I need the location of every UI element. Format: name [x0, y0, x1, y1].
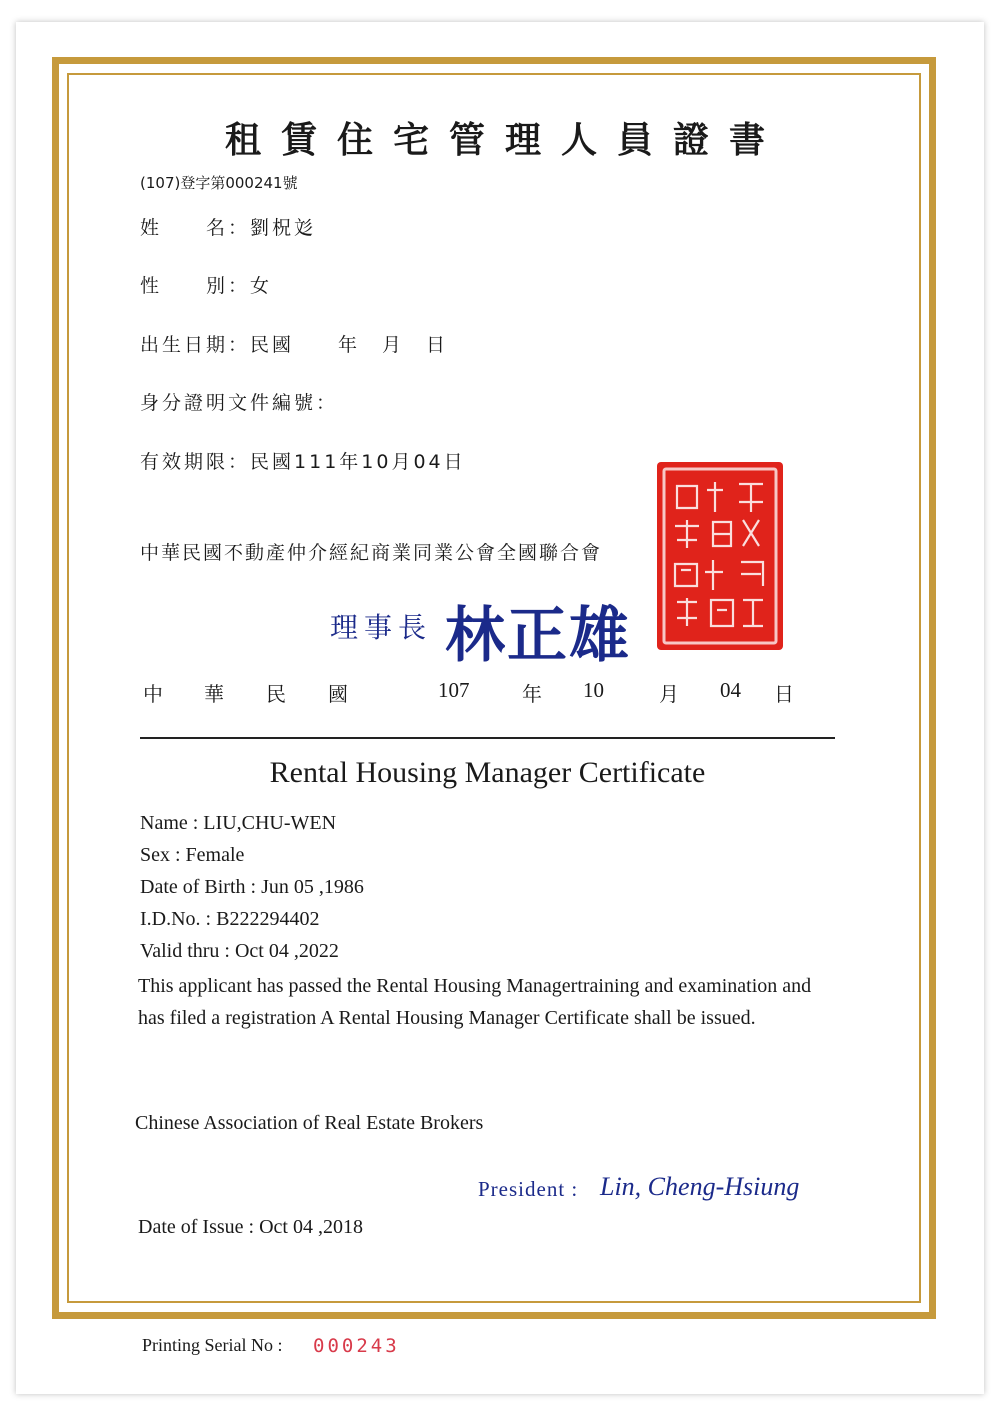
issue-date-char: 國	[328, 682, 348, 706]
field-value: 女	[250, 275, 273, 297]
printing-serial-label: Printing Serial No :	[142, 1335, 283, 1355]
field-birth-date-en: Date of Birth : Jun 05 ,1986	[140, 876, 364, 898]
president-signature-zh: 林正雄	[445, 601, 631, 671]
field-id-number-zh	[140, 388, 338, 415]
issue-date-char: 民	[266, 682, 286, 706]
field-name-zh	[140, 213, 316, 240]
field-label: 有效期限：	[140, 451, 251, 473]
field-name-en: Name : LIU,CHU-WEN	[140, 812, 337, 834]
field-id-number-en: I.D.No. : B222294402	[140, 908, 320, 930]
issuing-organization-zh: 中華民國不動產仲介經紀商業同業公會全國聯合會	[140, 542, 603, 564]
registration-number: (107)登字第000241號	[140, 174, 298, 192]
field-sex-zh	[140, 271, 272, 298]
official-red-seal	[655, 460, 785, 652]
issue-day-zh: 04	[720, 678, 741, 702]
issue-month-zh: 10	[583, 678, 604, 702]
issue-date-char: 中	[143, 682, 163, 706]
field-value: 劉柷彣	[250, 217, 317, 239]
printing-serial-number: 000243	[313, 1335, 400, 1357]
certificate-title-zh: 租賃住宅管理人員證書	[224, 120, 785, 161]
field-value: 民國 年 月 日	[250, 334, 449, 356]
field-label: 性 別：	[140, 275, 251, 297]
field-birth-date-zh	[140, 330, 448, 357]
field-label: 身分證明文件編號：	[140, 392, 339, 414]
field-label: 姓 名：	[140, 217, 251, 239]
issue-date-char: 華	[204, 682, 224, 706]
section-divider	[140, 737, 835, 739]
issue-month-unit: 月	[659, 682, 679, 706]
certificate-statement: This applicant has passed the Rental Housing Managertraining and examination and has filed a registration A Rental Housing Manager Certificate shall be issued.	[138, 975, 812, 1029]
issue-year-unit: 年	[522, 682, 542, 706]
issuing-organization-en: Chinese Association of Real Estate Brokers	[135, 1112, 484, 1134]
issue-day-unit: 日	[774, 682, 794, 706]
president-title-zh: 理事長	[330, 611, 433, 644]
field-valid-thru-en: Valid thru : Oct 04 ,2022	[140, 940, 339, 962]
president-title-en: President :	[478, 1177, 579, 1201]
president-signature-en: Lin, Cheng-Hsiung	[600, 1172, 800, 1201]
field-sex-en: Sex : Female	[140, 844, 245, 866]
field-valid-until-zh	[140, 447, 466, 474]
field-value: 民國111年10月04日	[250, 451, 466, 473]
field-label: 出生日期：	[140, 334, 251, 356]
date-of-issue: Date of Issue : Oct 04 ,2018	[138, 1216, 363, 1238]
issue-year-zh: 107	[438, 678, 470, 702]
certificate-title-en: Rental Housing Manager Certificate	[269, 756, 706, 789]
